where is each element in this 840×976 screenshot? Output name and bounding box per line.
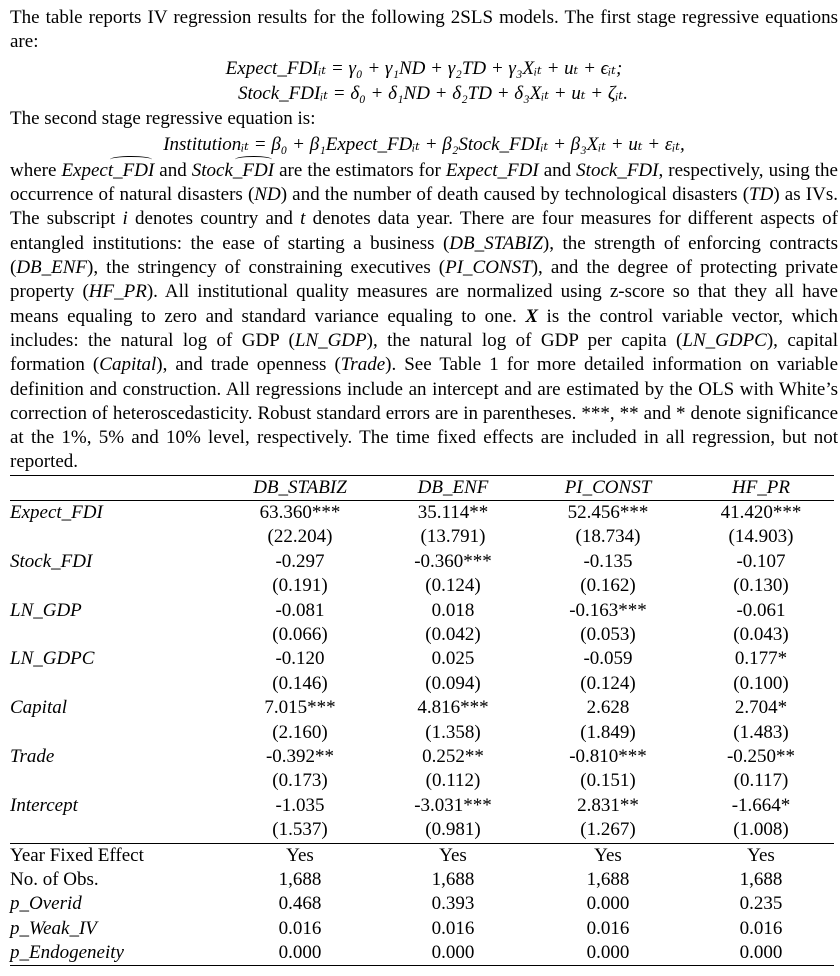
table-row [10,794,834,818]
desc-text: denotes country and [127,208,301,230]
row-label: p_Overid [10,893,82,915]
desc-var: Stock_FDI [192,159,274,183]
desc-var: TD [749,184,774,206]
desc-text: where [10,159,62,181]
table-cell: 1,688 [431,868,475,890]
desc-var: Expect_FDI [61,159,154,183]
desc-text: and [154,159,192,181]
table-header-row [10,475,834,500]
desc-var: i [122,208,128,230]
desc-var: DB_STABIZ [449,232,543,254]
table-cell: (0.094) [425,672,481,694]
desc-var: Trade [340,354,386,376]
table-cell: (1.008) [733,819,789,841]
table-cell: (0.162) [580,575,636,597]
table-cell: 35.114** [417,502,489,524]
table-cell: Yes [222,843,378,868]
desc-text: ) as IVs. The subscript [10,184,838,230]
table-cell: -0.297 [275,550,325,572]
desc-var: X [525,305,538,327]
table-cell: 0.000 [586,893,630,915]
table-cell: -0.810*** [569,746,647,767]
table-row [10,843,834,868]
table-cell: (0.066) [272,624,328,646]
header-cell: PI_CONST [528,475,688,500]
table-cell: (1.483) [733,721,789,743]
table-cell: (1.267) [580,819,636,841]
desc-text: is the control variable vector, which includes: the natural log of GDP ( [10,305,838,351]
table-cell: 0.016 [431,917,475,939]
row-label [10,769,222,793]
table-cell: (13.791) [420,526,486,548]
row-label: p_Weak_IV [10,917,97,939]
desc-var: Capital [99,354,157,376]
table-cell: 0.018 [431,599,475,621]
equation-expect-fdi: Expect_FDIᵢₜ = γ₀ + γ₁ND + γ₂TD + γ₃Xᵢₜ + uₜ + ϵᵢₜ; [225,57,623,79]
table-cell: (0.191) [272,575,328,597]
row-label [10,525,222,549]
table-row [10,550,834,574]
second-stage-intro: The second stage regressive equation is: [10,107,316,129]
desc-text: and [538,159,577,181]
description-paragraph [10,159,838,475]
desc-text: ), and the degree of protecting private property ( [10,257,838,303]
table-cell: (2.160) [272,721,328,743]
table-cell: 41.420*** [720,502,802,524]
first-stage-equations [10,56,838,106]
table-cell: -0.135 [583,550,633,572]
desc-text: denotes data year. There are four measures for different aspects of entangled institutions: the ease of starting a business ( [10,208,838,254]
table-cell: 1,688 [278,868,322,890]
table-row [10,525,834,549]
table-cell: 0.252** [422,746,484,767]
row-label: LN_GDP [10,599,82,621]
table-cell: -0.163*** [569,599,647,621]
table-cell: -0.081 [275,599,325,621]
desc-var: LN_GDPC [682,329,767,351]
desc-var: Stock_FDI [576,159,659,181]
desc-text: ). See Table 1 for more detailed information on variable definition and construction. All regressions include an intercept and are estimated by the OLS with White’s correction of heteroscedasticity. Robust standard errors are in parentheses. ***, ** and * denote significance at the 1%, 5% and 10% level, respectively. The time fixed effects are included in all regression, but not reported. [10,354,838,473]
table-cell: 0.000 [222,941,378,966]
desc-var: PI_CONST [445,257,532,279]
table-cell: Yes [528,843,688,868]
header-cell [10,475,222,500]
table-cell: (0.146) [272,672,328,694]
table-cell: (0.124) [425,575,481,597]
header-cell: DB_ENF [378,475,528,500]
table-row [10,917,834,941]
desc-var: HF_PR [88,281,147,303]
header-cell: DB_STABIZ [222,475,378,500]
table-cell: (0.100) [733,672,789,694]
table-row [10,696,834,720]
table-row [10,672,834,696]
row-label: Expect_FDI [10,502,103,524]
table-cell: (0.130) [733,575,789,597]
table-cell: 2.831** [577,794,639,816]
second-stage-equation-block [10,132,838,157]
desc-text: are the estimators for [274,159,446,181]
desc-text: , respectively, using the occurrence of natural disasters ( [10,159,838,206]
table-row [10,745,834,769]
table-cell: 0.016 [278,917,322,939]
row-label [10,721,222,745]
table-cell: 7.015*** [264,697,336,719]
row-label [10,574,222,598]
regression-table [10,475,834,967]
desc-var: ND [254,184,281,206]
desc-text: ). All institutional quality measures are normalized using z-score so that they all have means equaling to zero and standard variance equaling to one. [10,281,838,327]
desc-var: t [300,208,306,230]
table-cell: 1,688 [586,868,630,890]
table-cell: (14.903) [728,526,794,548]
table-row [10,599,834,623]
table-cell: -0.059 [583,648,633,670]
table-row [10,501,834,526]
table-row [10,769,834,793]
table-cell: (0.124) [580,672,636,694]
row-label [10,623,222,647]
table-cell: (1.358) [425,721,481,743]
desc-text: ) and the number of death caused by technological disasters ( [280,184,750,206]
row-label: LN_GDPC [10,648,95,670]
table-row [10,623,834,647]
desc-var: LN_GDP [294,329,367,351]
table-row [10,721,834,745]
row-label: Trade [10,746,55,767]
table-cell: -1.035 [275,794,325,816]
table-cell: (0.173) [272,770,328,792]
table-row [10,818,834,843]
table-cell: 0.000 [528,941,688,966]
table-cell: (1.537) [272,819,328,841]
desc-text: ), capital formation ( [10,329,838,376]
table-cell: -0.392** [265,746,335,767]
table-cell: (0.981) [425,819,481,841]
table-cell: Yes [378,843,528,868]
table-cell: (0.151) [580,770,636,792]
equation-stock-fdi: Stock_FDIᵢₜ = δ₀ + δ₁ND + δ₂TD + δ₃Xᵢₜ + uₜ + ζᵢₜ. [238,82,628,104]
desc-text: ), and trade openness ( [156,354,341,376]
row-label: No. of Obs. [10,868,99,890]
table-cell: (0.117) [733,770,789,792]
desc-text: ), the strength of enforcing contracts ( [10,232,838,279]
equation-institution: Institutionᵢₜ = β₀ + β₁Expect_FDᵢₜ + β₂Stock_FDIᵢₜ + β₃Xᵢₜ + uₜ + εᵢₜ, [163,133,685,155]
desc-var: Expect_FDI [445,159,539,181]
table-cell: -3.031*** [414,794,492,816]
table-cell: -1.664* [731,794,791,816]
table-cell: 0.025 [431,648,475,670]
table-cell: (0.053) [580,624,636,646]
table-cell: (0.043) [733,624,789,646]
table-cell: 0.468 [278,893,322,915]
table-cell: (1.849) [580,721,636,743]
table-cell: -0.107 [736,550,786,572]
desc-var: DB_ENF [16,257,88,279]
table-cell: Yes [688,843,834,868]
table-cell: 2.704* [734,697,788,719]
intro-paragraph: The table reports IV regression results for the following 2SLS models. The first stage regressive equations are: [10,7,838,53]
table-cell: 0.016 [586,917,630,939]
row-label: Capital [10,697,68,719]
table-cell: (0.042) [425,624,481,646]
table-cell: -0.061 [736,599,786,621]
table-cell: 2.628 [586,697,630,719]
table-row [10,892,834,916]
desc-text: ), the stringency of constraining executives ( [87,257,446,279]
table-cell: 0.393 [431,893,475,915]
table-cell: 63.360*** [259,502,341,524]
table-row [10,868,834,892]
table-cell: 1,688 [739,868,783,890]
row-label: Year Fixed Effect [10,843,222,868]
row-label [10,672,222,696]
row-label: p_Endogeneity [10,941,222,966]
table-cell: (22.204) [267,526,333,548]
header-cell: HF_PR [688,475,834,500]
row-label [10,818,222,843]
table-cell: -0.120 [275,648,325,670]
table-cell: 0.000 [378,941,528,966]
table-cell: -0.250** [726,746,796,767]
table-cell: 52.456*** [567,502,649,524]
table-row [10,941,834,966]
table-cell: 0.016 [739,917,783,939]
table-cell: 0.000 [688,941,834,966]
table-cell: (18.734) [575,526,641,548]
table-body [10,501,834,966]
table-cell: 0.177* [734,648,788,670]
document-page [10,0,838,966]
row-label: Intercept [10,794,78,816]
desc-text: ), the natural log of GDP per capita ( [366,329,683,351]
table-row [10,574,834,598]
table-row [10,647,834,671]
row-label: Stock_FDI [10,550,93,572]
table-cell: 0.235 [739,893,783,915]
table-cell: -0.360*** [414,550,492,572]
table-cell: 4.816*** [417,697,489,719]
table-cell: (0.112) [425,770,481,792]
